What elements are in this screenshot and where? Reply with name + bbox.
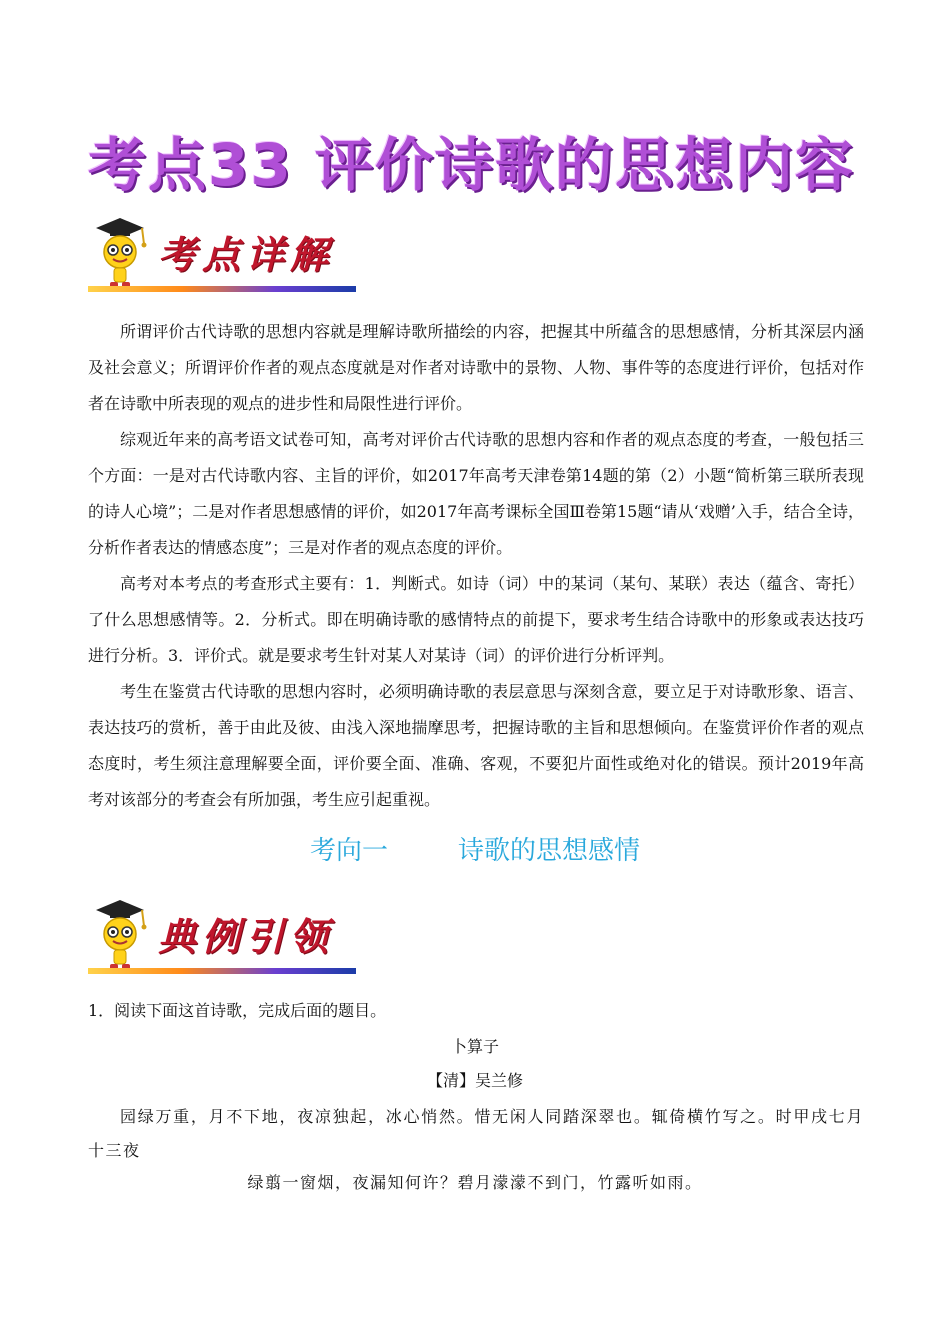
- banner-title: 典例引领: [158, 914, 335, 959]
- section-label: 考向一: [309, 836, 388, 866]
- poem-preface: 园绿万重，月不下地，夜凉独起，冰心悄然。惜无闲人同踏深翠也。辄倚横竹写之。时甲戌七月十三夜: [88, 1107, 864, 1160]
- scholar-mascot-icon: [88, 214, 152, 294]
- section-heading: [0, 830, 950, 867]
- banner-detail: [88, 214, 358, 294]
- paragraph: 考生在鉴赏古代诗歌的思想内容时，必须明确诗歌的表层意思与深刻含意，要立足于对诗歌形象、语言、表达技巧的赏析，善于由此及彼、由浅入深地揣摩思考，把握诗歌的主旨和思想倾向。在鉴赏评价作者的观点态度时，考生须注意理解要全面，评价要全面、准确、客观，不要犯片面性或绝对化的错误。预计2019年高考对该部分的考查会有所加强，考生应引起重视。: [88, 682, 864, 809]
- poem-author: 【清】吴兰修: [426, 1071, 523, 1090]
- banner-example: [88, 896, 358, 976]
- banner-underline: [88, 968, 356, 974]
- poem-title: 卜算子: [450, 1037, 499, 1056]
- paragraph: 所谓评价古代诗歌的思想内容就是理解诗歌所描绘的内容，把握其中所蕴含的思想感情，分析其深层内涵及社会意义；所谓评价作者的观点态度就是对作者对诗歌中的景物、人物、事件等的态度进行评价，包括对作者在诗歌中所表现的观点的进步性和局限性进行评价。: [88, 322, 864, 413]
- question-prompt: 1．阅读下面这首诗歌，完成后面的题目。: [88, 1001, 387, 1020]
- banner-underline: [88, 286, 356, 292]
- poem-line: 绿翦一窗烟，夜漏知何许？碧月濛濛不到门，竹露听如雨。: [247, 1173, 703, 1192]
- scholar-mascot-icon: [88, 896, 152, 976]
- banner-title: 考点详解: [158, 232, 335, 277]
- page-title: 考点33 评价诗歌的思想内容: [88, 131, 855, 199]
- section-name: 诗歌的思想感情: [458, 836, 641, 866]
- intro-body: [88, 314, 864, 818]
- paragraph: 综观近年来的高考语文试卷可知，高考对评价古代诗歌的思想内容和作者的观点态度的考查，一般包括三个方面：一是对古代诗歌内容、主旨的评价，如2017年高考天津卷第14题的第（2）小题“简析第三联所表现的诗人心境”；二是对作者思想感情的评价，如2017年高考课标全国Ⅲ卷第15题“请从‘戏赠’入手，结合全诗，分析作者表达的情感态度”；三是对作者的观点态度的评价。: [88, 430, 864, 557]
- paragraph: 高考对本考点的考查形式主要有：1．判断式。如诗（词）中的某词（某句、某联）表达（蕴含、寄托）了什么思想感情等。2．分析式。即在明确诗歌的感情特点的前提下，要求考生结合诗歌中的形象或表达技巧进行分析。3．评价式。就是要求考生针对某人对某诗（词）的评价进行分析评判。: [88, 574, 864, 665]
